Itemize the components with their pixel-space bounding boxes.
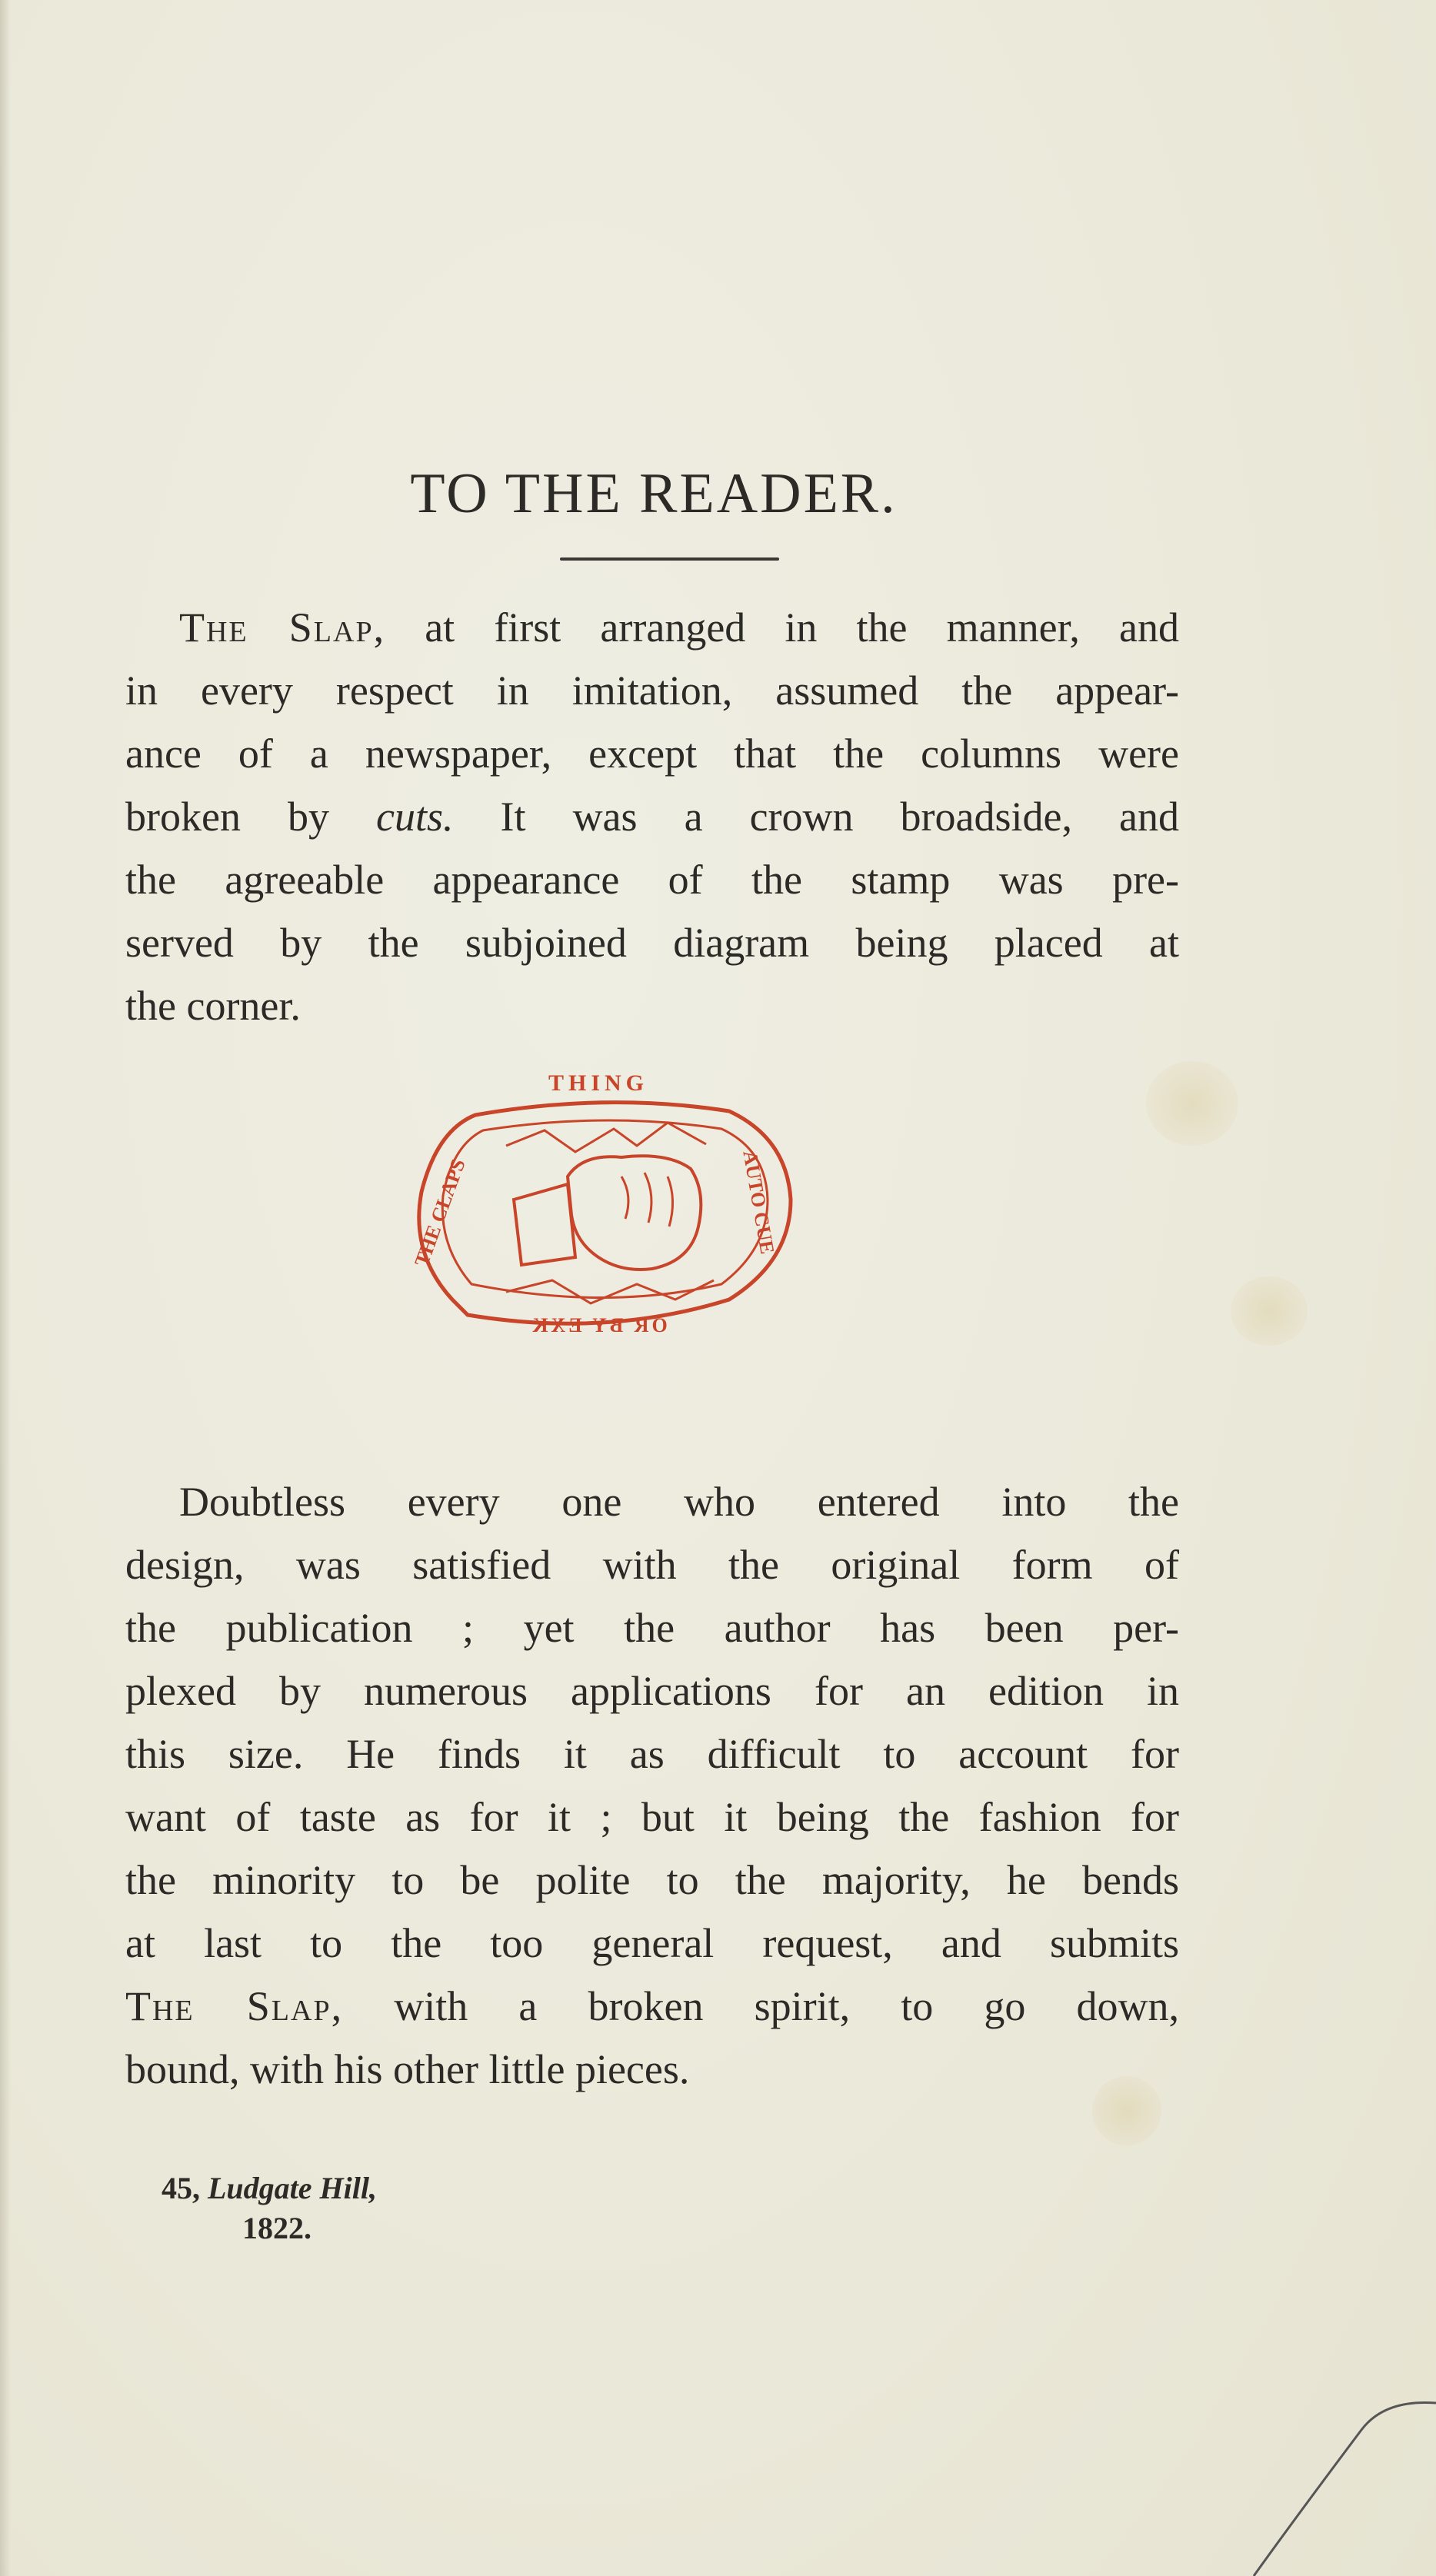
text-line (125, 1722, 1179, 1786)
text-line (125, 1533, 1179, 1596)
text-line (125, 1470, 1179, 1533)
text-run: It was a crown broadside, and (453, 794, 1179, 840)
dateline (162, 2168, 377, 2248)
text-run: at last to the too general request, and submits (125, 1920, 1179, 1966)
text-line (125, 1912, 1179, 1975)
dateline-year: 1822. (242, 2211, 312, 2245)
stamp-inner-border (442, 1120, 768, 1298)
text-line (125, 2038, 1179, 2101)
text-run: Doubtless every one who entered into the (179, 1479, 1179, 1525)
stamp-left-text: THE CLAPS (410, 1156, 470, 1270)
text-run: in every respect in imitation, assumed the appear- (125, 667, 1179, 714)
text-line (125, 1849, 1179, 1912)
text-run: want of taste as for it ; but it being the fashion for (125, 1794, 1179, 1840)
page-edge (0, 0, 11, 2576)
text-line (125, 596, 1179, 659)
text-line (125, 1975, 1179, 2038)
text-line (125, 785, 1179, 848)
text-line (125, 1596, 1179, 1659)
text-run: the minority to be polite to the majority, he bends (125, 1857, 1179, 1903)
text-run: cuts. (376, 794, 454, 840)
dateline-place: Ludgate Hill, (208, 2171, 377, 2205)
paper-stain (1146, 1061, 1238, 1146)
text-run: at first arranged in the manner, and (385, 604, 1179, 651)
page-corner-crease (1231, 2368, 1436, 2576)
text-run: this size. He finds it as difficult to account for (125, 1731, 1179, 1777)
text-run: The Slap, (125, 1983, 344, 2029)
text-run: bound, with his other little pieces. (125, 2046, 690, 2092)
text-run: broken by (125, 794, 377, 840)
text-run: design, was satisfied with the original form of (125, 1542, 1179, 1588)
text-run: with a broken spirit, to go down, (343, 1983, 1179, 2029)
title-rule (560, 557, 779, 561)
text-run: plexed by numerous applications for an edition in (125, 1668, 1179, 1714)
text-run: the agreeable appearance of the stamp was pre- (125, 857, 1179, 903)
text-line (125, 974, 1179, 1037)
dateline-number: 45, (162, 2171, 200, 2205)
text-line (125, 848, 1179, 911)
paper-stain (1231, 1276, 1308, 1346)
paragraph-main (125, 1470, 1179, 2101)
text-line (125, 1659, 1179, 1722)
cuff-icon (514, 1184, 575, 1265)
page-title: TO THE READER. (410, 462, 898, 525)
text-line (125, 1786, 1179, 1849)
stamp-top-text: THING (548, 1070, 649, 1096)
fist-icon (568, 1156, 701, 1270)
text-run: ance of a newspaper, except that the columns were (125, 731, 1179, 777)
stamp-diagram (391, 1061, 821, 1353)
text-run: the publication ; yet the author has been per- (125, 1605, 1179, 1651)
text-line (125, 911, 1179, 974)
text-run: served by the subjoined diagram being placed at (125, 920, 1179, 966)
stamp-bottom-text: OR BY EXK (529, 1314, 668, 1336)
paragraph-intro (125, 596, 1179, 1037)
fist-fingers (621, 1173, 673, 1226)
ribbon (506, 1123, 706, 1152)
text-run: The Slap, (179, 604, 386, 651)
stamp-right-text: AUTO CUE (738, 1149, 779, 1256)
text-line (125, 659, 1179, 722)
text-line (125, 722, 1179, 785)
text-run: the corner. (125, 983, 301, 1029)
